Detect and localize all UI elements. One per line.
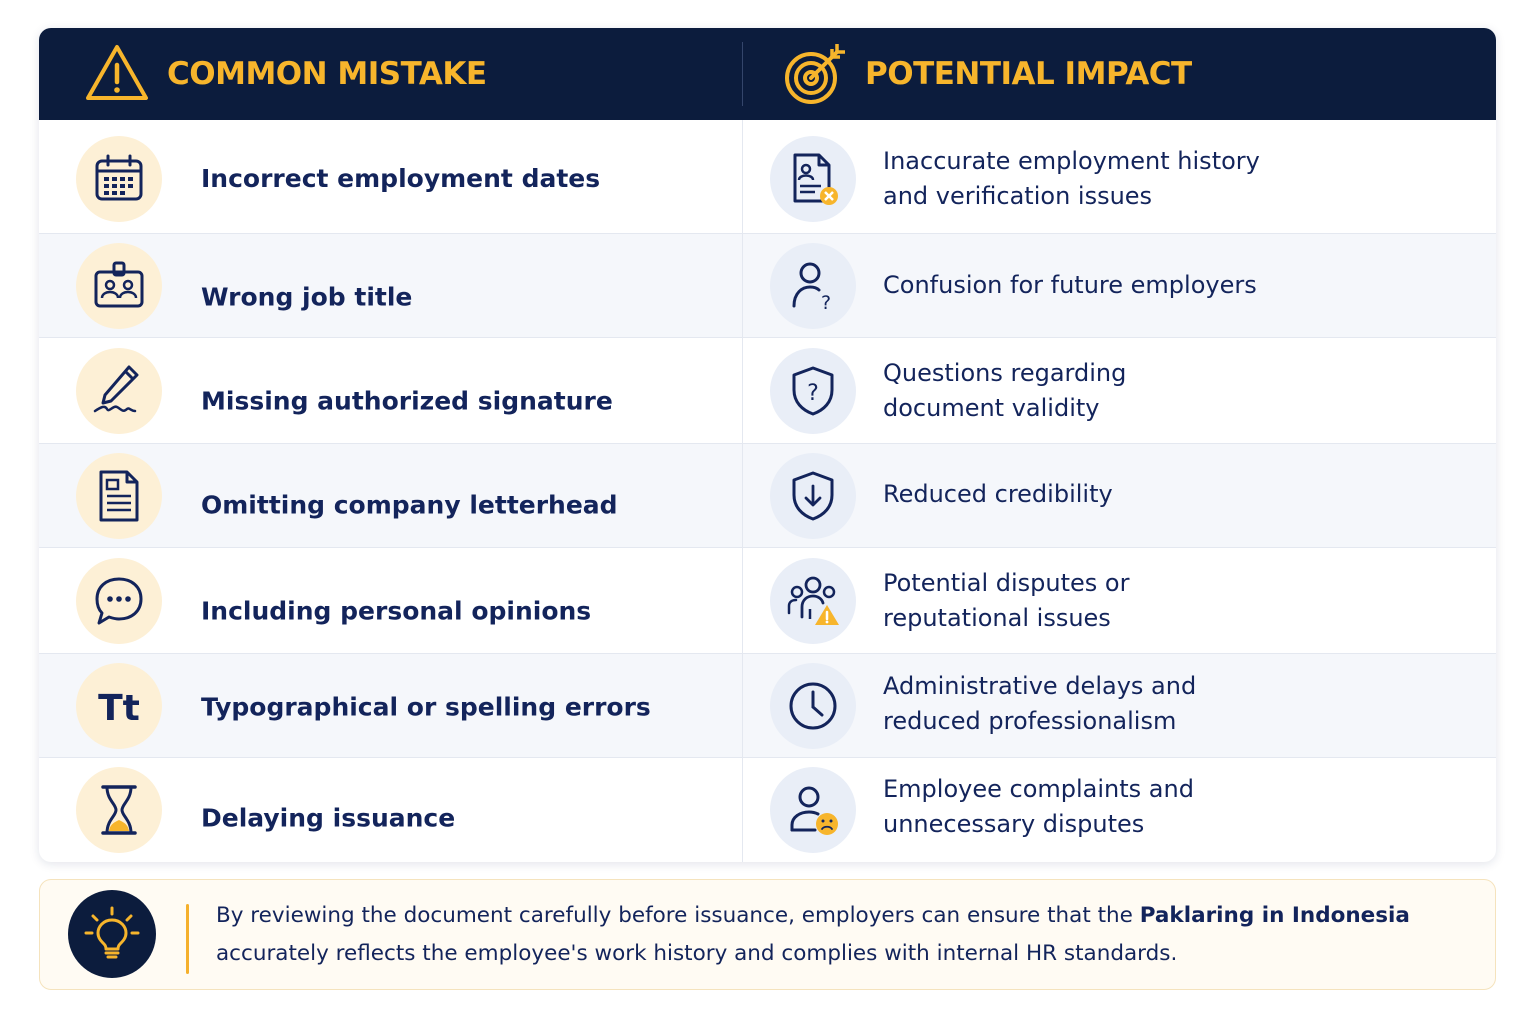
shield-down-icon bbox=[785, 468, 841, 524]
impact-icon-badge bbox=[770, 453, 856, 539]
chat-bubble-icon bbox=[91, 573, 147, 629]
shield-question-icon bbox=[785, 363, 841, 419]
header-right-title: POTENTIAL IMPACT bbox=[865, 56, 1192, 92]
clock-icon bbox=[785, 678, 841, 734]
group-warning-icon bbox=[785, 573, 841, 629]
table-row bbox=[39, 758, 1496, 862]
impact-label bbox=[883, 268, 1443, 303]
mistake-label: Including personal opinions bbox=[201, 596, 592, 626]
mistake-label: Wrong job title bbox=[201, 282, 413, 312]
impact-line-1: Questions regarding bbox=[883, 359, 1127, 387]
tip-callout bbox=[39, 879, 1496, 990]
typography-glyph: Tt bbox=[98, 688, 140, 729]
tip-text bbox=[216, 897, 1466, 973]
impact-line-2: unnecessary disputes bbox=[883, 810, 1145, 838]
impact-icon-badge bbox=[770, 136, 856, 222]
id-badge-icon bbox=[91, 258, 147, 314]
impact-line-1: Confusion for future employers bbox=[883, 271, 1257, 299]
pen-signature-icon bbox=[91, 363, 147, 419]
column-divider bbox=[742, 120, 743, 862]
impact-line-1: Potential disputes or bbox=[883, 569, 1130, 597]
mistake-icon-badge bbox=[76, 348, 162, 434]
impact-label bbox=[883, 356, 1443, 426]
tip-text-before: By reviewing the document carefully before issuance, employers can ensure that the bbox=[216, 903, 1140, 928]
mistake-label: Typographical or spelling errors bbox=[201, 692, 651, 722]
mistakes-table bbox=[39, 28, 1496, 862]
tip-icon-badge bbox=[68, 890, 156, 978]
mistake-icon-badge bbox=[76, 767, 162, 853]
impact-line-2: reduced professionalism bbox=[883, 707, 1177, 735]
header-potential-impact bbox=[781, 28, 1192, 120]
warning-triangle-icon bbox=[83, 40, 151, 108]
header-common-mistake bbox=[83, 28, 487, 120]
header-divider bbox=[742, 42, 743, 106]
table-row bbox=[39, 120, 1496, 234]
lightbulb-icon bbox=[83, 905, 141, 963]
tip-highlight: Paklaring in Indonesia bbox=[1139, 903, 1410, 928]
impact-label bbox=[883, 566, 1443, 636]
impact-line-1: Administrative delays and bbox=[883, 672, 1197, 700]
mistake-label: Incorrect employment dates bbox=[201, 164, 601, 193]
impact-icon-badge bbox=[770, 663, 856, 749]
table-row bbox=[39, 234, 1496, 338]
mistake-icon-badge bbox=[76, 453, 162, 539]
impact-line-1: Reduced credibility bbox=[883, 480, 1113, 508]
tip-accent-bar bbox=[186, 904, 189, 974]
table-row bbox=[39, 548, 1496, 654]
impact-icon-badge bbox=[770, 243, 856, 329]
impact-label bbox=[883, 772, 1443, 842]
mistake-icon-badge bbox=[76, 558, 162, 644]
mistake-icon-badge bbox=[76, 663, 162, 749]
impact-label bbox=[883, 669, 1443, 739]
impact-line-2: and verification issues bbox=[883, 182, 1153, 210]
impact-line-1: Employee complaints and bbox=[883, 775, 1194, 803]
table-row bbox=[39, 654, 1496, 758]
impact-line-1: Inaccurate employment history bbox=[883, 147, 1260, 175]
impact-label bbox=[883, 144, 1443, 214]
mistake-label: Omitting company letterhead bbox=[201, 490, 618, 520]
impact-icon-badge bbox=[770, 558, 856, 644]
table-header bbox=[39, 28, 1496, 120]
letterhead-document-icon bbox=[91, 468, 147, 524]
typography-icon bbox=[91, 678, 147, 734]
hourglass-icon bbox=[91, 782, 147, 838]
target-icon bbox=[781, 40, 849, 108]
person-question-icon bbox=[785, 258, 841, 314]
impact-line-2: document validity bbox=[883, 394, 1100, 422]
calendar-icon bbox=[91, 151, 147, 207]
impact-line-2: reputational issues bbox=[883, 604, 1111, 632]
person-unhappy-icon bbox=[785, 782, 841, 838]
impact-icon-badge bbox=[770, 767, 856, 853]
table-row bbox=[39, 338, 1496, 444]
header-left-title: COMMON MISTAKE bbox=[167, 56, 487, 92]
document-error-icon bbox=[785, 151, 841, 207]
tip-text-after: accurately reflects the employee's work history and complies with internal HR standards. bbox=[216, 941, 1178, 966]
question-glyph: ? bbox=[820, 292, 832, 314]
impact-icon-badge bbox=[770, 348, 856, 434]
question-glyph: ? bbox=[807, 381, 819, 406]
mistake-label: Missing authorized signature bbox=[201, 386, 613, 416]
mistake-icon-badge bbox=[76, 243, 162, 329]
impact-label bbox=[883, 477, 1443, 512]
mistake-icon-badge bbox=[76, 136, 162, 222]
mistake-label: Delaying issuance bbox=[201, 803, 456, 833]
table-row bbox=[39, 444, 1496, 548]
